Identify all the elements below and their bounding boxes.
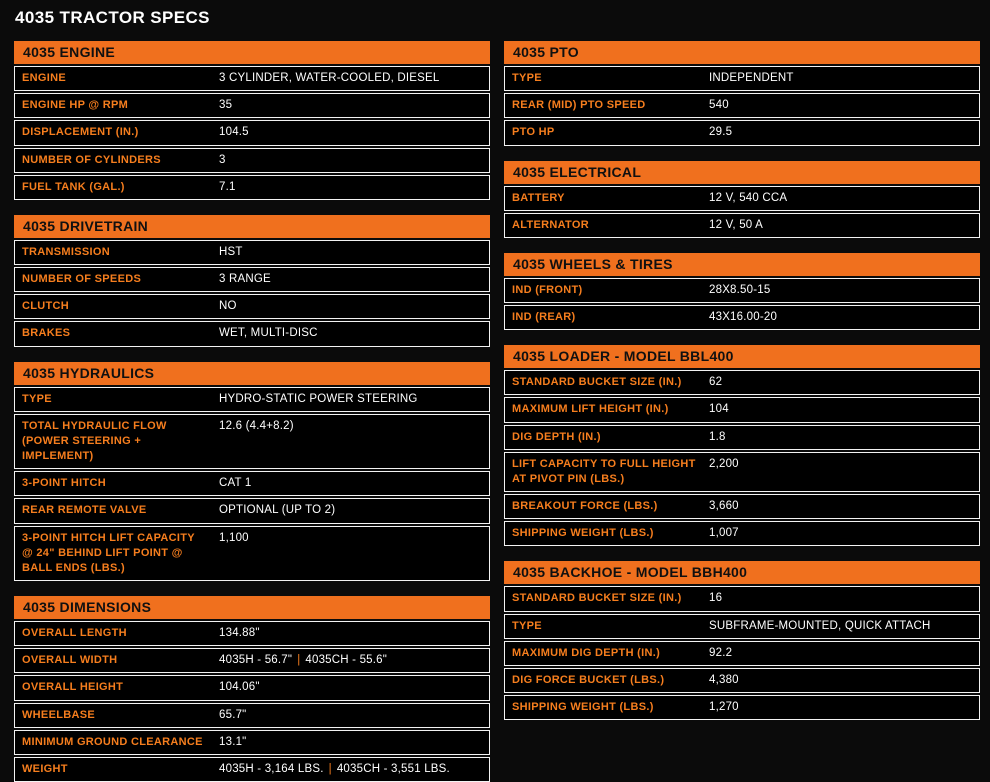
left-column [14, 41, 490, 782]
right-column [504, 41, 980, 720]
table-row [504, 120, 980, 145]
table-row [504, 425, 980, 450]
spec-label: PTO HP [512, 126, 555, 139]
spec-value: 3 CYLINDER, WATER-COOLED, DIESEL [219, 72, 440, 84]
spec-label: REAR (MID) PTO SPEED [512, 99, 646, 112]
spec-value: 12 V, 540 CCA [709, 191, 788, 204]
table-row [14, 175, 490, 200]
spec-label: BATTERY [512, 191, 565, 204]
table-row [504, 66, 980, 91]
spec-label: OVERALL HEIGHT [22, 681, 124, 694]
spec-value: HYDRO-STATIC POWER STEERING [219, 392, 418, 405]
spec-value: INDEPENDENT [709, 72, 794, 84]
spec-value: 1.8 [709, 430, 726, 443]
table-row [14, 414, 490, 470]
spec-section [14, 41, 490, 200]
spec-section [504, 41, 980, 146]
spec-value: 3 [219, 153, 226, 166]
table-row [504, 668, 980, 693]
table-row [504, 397, 980, 422]
value-separator: | [328, 762, 332, 775]
spec-label: DIG DEPTH (IN.) [512, 430, 601, 443]
spec-label: REAR REMOTE VALVE [22, 504, 147, 517]
section-header: 4035 WHEELS & TIRES [504, 253, 980, 276]
table-row [504, 452, 980, 492]
spec-label: BREAKOUT FORCE (LBS.) [512, 500, 658, 513]
table-row [14, 471, 490, 496]
section-header: 4035 HYDRAULICS [14, 362, 490, 385]
table-row [504, 370, 980, 395]
section-header: 4035 LOADER - MODEL BBL400 [504, 345, 980, 368]
spec-value: 16 [709, 592, 723, 605]
spec-value: 28X8.50-15 [709, 283, 771, 296]
spec-value: 104.06" [219, 681, 260, 694]
table-row [504, 695, 980, 720]
table-row [504, 614, 980, 639]
spec-section [14, 362, 490, 582]
spec-value: SUBFRAME-MOUNTED, QUICK ATTACH [709, 619, 931, 632]
section-header: 4035 DRIVETRAIN [14, 215, 490, 238]
table-row [504, 586, 980, 611]
table-row [504, 213, 980, 238]
spec-value: 2,200 [709, 457, 739, 470]
spec-label: LIFT CAPACITY TO FULL HEIGHT AT PIVOT PIN (LBS.) [512, 457, 696, 485]
spec-label: OVERALL LENGTH [22, 627, 127, 640]
table-row [14, 648, 490, 673]
spec-label: IND (FRONT) [512, 283, 583, 296]
spec-value: CAT 1 [219, 477, 252, 490]
spec-label: ENGINE HP @ RPM [22, 99, 129, 112]
spec-value: 29.5 [709, 126, 733, 139]
spec-label: DIG FORCE BUCKET (LBS.) [512, 673, 665, 686]
spec-label: WEIGHT [22, 762, 68, 775]
spec-value: WET, MULTI-DISC [219, 327, 318, 340]
spec-label: TYPE [22, 392, 52, 405]
table-row [14, 498, 490, 523]
spec-label: TOTAL HYDRAULIC FLOW (POWER STEERING + IMPLEMENT) [22, 419, 167, 463]
table-row [14, 148, 490, 173]
spec-value: 92.2 [709, 646, 733, 659]
spec-section [504, 253, 980, 330]
table-row [14, 675, 490, 700]
spec-value: HST [219, 245, 243, 258]
table-row [14, 703, 490, 728]
section-header: 4035 BACKHOE - MODEL BBH400 [504, 561, 980, 584]
spec-label: MAXIMUM DIG DEPTH (IN.) [512, 646, 661, 659]
spec-section [504, 345, 980, 546]
spec-value: 13.1" [219, 735, 247, 748]
spec-label: TYPE [512, 72, 542, 84]
section-header: 4035 ELECTRICAL [504, 161, 980, 184]
spec-label: STANDARD BUCKET SIZE (IN.) [512, 376, 682, 389]
table-row [14, 120, 490, 145]
value-part: 4035CH - 55.6" [305, 654, 388, 667]
spec-value: 35 [219, 99, 233, 112]
table-row [14, 621, 490, 646]
table-row [504, 494, 980, 519]
spec-value: 1,007 [709, 527, 739, 540]
spec-value: NO [219, 300, 237, 313]
spec-label: SHIPPING WEIGHT (LBS.) [512, 701, 654, 714]
spec-value: 1,100 [219, 531, 249, 544]
spec-label: NUMBER OF CYLINDERS [22, 153, 161, 166]
table-row [14, 757, 490, 782]
spec-value: 3,660 [709, 500, 739, 513]
spec-value: 7.1 [219, 180, 236, 193]
spec-label: STANDARD BUCKET SIZE (IN.) [512, 592, 682, 605]
spec-value: 65.7" [219, 708, 247, 721]
table-row [14, 93, 490, 118]
spec-label: BRAKES [22, 327, 71, 340]
table-row [14, 321, 490, 346]
spec-section [504, 561, 980, 720]
table-row [14, 387, 490, 412]
spec-label: MAXIMUM LIFT HEIGHT (IN.) [512, 403, 669, 416]
spec-value: 1,270 [709, 701, 739, 714]
spec-label: SHIPPING WEIGHT (LBS.) [512, 527, 654, 540]
spec-label: ALTERNATOR [512, 218, 589, 231]
spec-label: CLUTCH [22, 300, 70, 313]
spec-value [219, 758, 489, 781]
value-separator: | [297, 654, 301, 667]
spec-value: 43X16.00-20 [709, 311, 778, 324]
spec-value: 3 RANGE [219, 273, 271, 286]
table-row [504, 93, 980, 118]
table-row [14, 730, 490, 755]
spec-value: 104.5 [219, 126, 249, 139]
spec-value: 12 V, 50 A [709, 218, 764, 231]
spec-columns [14, 41, 980, 782]
section-header: 4035 PTO [504, 41, 980, 64]
value-part: 4035H - 3,164 LBS. [219, 762, 324, 775]
table-row [14, 267, 490, 292]
value-part: 4035CH - 3,551 LBS. [336, 762, 450, 775]
spec-label: TYPE [512, 619, 542, 632]
spec-value: 134.88" [219, 627, 260, 640]
table-row [14, 66, 490, 91]
spec-section [504, 161, 980, 238]
spec-label: WHEELBASE [22, 708, 95, 721]
spec-section [14, 596, 490, 782]
spec-label: TRANSMISSION [22, 245, 110, 258]
value-part: 4035H - 56.7" [219, 654, 293, 667]
spec-value: 62 [709, 376, 723, 389]
spec-label: 3-POINT HITCH LIFT CAPACITY @ 24" BEHIND LIFT POINT @ BALL ENDS (LBS.) [22, 531, 195, 574]
spec-label: ENGINE [22, 72, 66, 84]
section-header: 4035 ENGINE [14, 41, 490, 64]
spec-value: OPTIONAL (UP TO 2) [219, 504, 336, 517]
table-row [504, 278, 980, 303]
spec-value: 104 [709, 403, 729, 416]
spec-label: MINIMUM GROUND CLEARANCE [22, 735, 203, 748]
spec-label: IND (REAR) [512, 311, 576, 324]
page-title: 4035 TRACTOR SPECS [15, 8, 210, 27]
table-row [504, 305, 980, 330]
table-row [504, 186, 980, 211]
spec-label: DISPLACEMENT (IN.) [22, 126, 139, 139]
spec-value: 4,380 [709, 673, 739, 686]
table-row [504, 641, 980, 666]
spec-label: FUEL TANK (GAL.) [22, 180, 125, 193]
spec-value: 540 [709, 99, 729, 112]
spec-value [219, 649, 489, 672]
table-row [14, 240, 490, 265]
spec-label: 3-POINT HITCH [22, 477, 106, 490]
spec-label: OVERALL WIDTH [22, 654, 118, 667]
spec-label: NUMBER OF SPEEDS [22, 273, 142, 286]
table-row [504, 521, 980, 546]
spec-section [14, 215, 490, 347]
table-row [14, 526, 490, 582]
spec-value: 12.6 (4.4+8.2) [219, 419, 294, 432]
section-header: 4035 DIMENSIONS [14, 596, 490, 619]
table-row [14, 294, 490, 319]
